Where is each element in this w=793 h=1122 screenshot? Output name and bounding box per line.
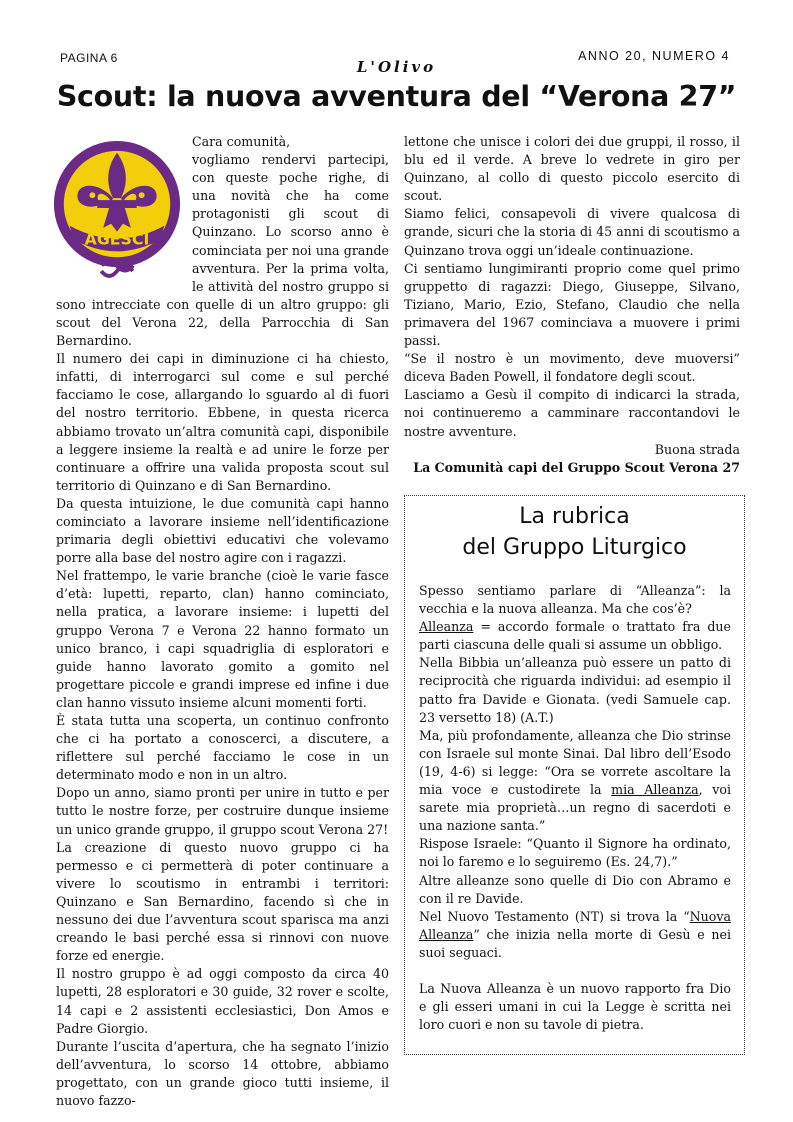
masthead: L'Olivo: [356, 58, 437, 76]
paragraph: Nel frattempo, le varie branche (cioè le varie fasce d’età: lupetti, reparto, clan) hanno cominciato, nella pratica, a lavorare insieme: i lupetti del gruppo Verona 7 e Verona 22 hanno formato un unico branco, i capi squadriglia di esploratori e guide hanno lavorato gomito a gomito nel progettare piccole e grandi imprese ed infine i due clan hanno vissuto insieme alcuni momenti forti.: [56, 568, 389, 710]
paragraph: Lasciamo a Gesù il compito di indicarci la strada, noi continueremo a camminare raccontandovi le nostre avventure.: [404, 387, 740, 439]
paragraph: Durante l’uscita d’apertura, che ha segnato l’inizio dell’avventura, lo scorso 14 ottobre, abbiamo progettato, con un grande gioco tutti insieme, il nuovo fazzo-: [56, 1038, 389, 1108]
paragraph: Siamo felici, consapevoli di vivere qualcosa di grande, sicuri che la storia di 45 anni di scoutismo a Quinzano trova oggi un’ideale continuazione.: [404, 206, 740, 258]
rubrica-title: [405, 501, 744, 563]
issue-label: ANNO 20, NUMERO 4: [578, 49, 730, 63]
logo-text: AGESCI: [84, 229, 150, 249]
article-column-left: [56, 133, 389, 1110]
paragraph: Nella Bibbia un’alleanza può essere un patto di reciprocità che riguarda individui: ad esempio il patto fra Davide e Gionata. (vedi Samuele cap. 23 versetto 18) (A.T.): [419, 655, 731, 725]
paragraph: lettone che unisce i colori dei due gruppi, il rosso, il blu ed il verde. A breve lo vedrete in giro per Quinzano, al collo di questo piccolo esercito di scout.: [404, 134, 740, 204]
paragraph: Ci sentiamo lungimiranti proprio come quel primo gruppetto di ragazzi: Diego, Giuseppe, Silvano, Tiziano, Mario, Ezio, Stefano, Claudio che nella primavera del 1967 cominciava a muovere i primi passi.: [404, 260, 740, 349]
rubrica-box: [404, 495, 745, 1055]
paragraph: Dopo un anno, siamo pronti per unire in tutto e per tutto le nostre forze, per costruire dunque insieme un unico grande gruppo, il gruppo scout Verona 27!: [56, 785, 389, 837]
paragraph: Il numero dei capi in diminuzione ci ha chiesto, infatti, di interrogarci sul come e sul perché facciamo le cose, allargando lo sguardo al di fuori del nostro territorio. Ebbene, in questa ricerca abbiamo trovato un’altra comunità capi, disponibile a leggere insieme la realtà e ad unire le forze per continuare a offrire una valida proposta scout sul territorio di Quinzano e di San Bernardino.: [56, 351, 389, 493]
paragraph: Da questa intuizione, le due comunità capi hanno cominciato a lavorare insieme nell’identificazione primaria degli obiettivi educativi che volevamo porre alla base del nostro agire con i ragazzi.: [56, 495, 389, 566]
paragraph: È stata tutta una scoperta, un continuo confronto che ci ha portato a conoscerci, a discutere, a riflettere sul perché facciamo le cose in un determinato modo e non in un altro.: [56, 713, 389, 783]
paragraph: [419, 727, 731, 836]
article-column-right: [404, 133, 740, 477]
paragraph: La creazione di questo nuovo gruppo ci ha permesso e ci permetterà di poter continuare a vivere lo scoutismo in entrambi i territori: Quinzano e San Bernardino, facendo sì che in nessuno dei due l’avventura scout sparisca ma anzi creando le basi perché essa si rinnovi con nuove forze ed energie.: [56, 839, 389, 964]
paragraph: Cara comunità,: [192, 134, 291, 149]
paragraph: Rispose Israele: “Quanto il Signore ha ordinato, noi lo faremo e lo seguiremo (Es. 24,7).”: [419, 836, 731, 870]
paragraph: “Se il nostro è un movimento, deve muoversi” diceva Baden Powell, il fondatore degli scout.: [404, 351, 740, 385]
rubrica-title-line1: La rubrica: [519, 504, 630, 529]
rubrica-title-line2: del Gruppo Liturgico: [462, 535, 687, 560]
underlined-nuova-alleanza: Nuova Alleanza: [419, 908, 731, 942]
term-alleanza: Alleanza: [419, 619, 474, 635]
closing-greeting: Buona strada: [654, 441, 740, 457]
paragraph: Spesso sentiamo parlare di “Alleanza”: la vecchia e la nuova alleanza. Ma che cos’è?: [419, 583, 731, 617]
definition-text: = accordo formale o trattato fra due parti ciascuna delle quali si assume un obbligo.: [419, 619, 731, 653]
signature: La Comunità capi del Gruppo Scout Verona 27: [413, 459, 740, 475]
agesci-logo-icon: [48, 133, 186, 281]
paragraph: Altre alleanze sono quelle di Dio con Abramo e con il re Davide.: [419, 872, 731, 906]
text-span: Ma, più profondamente, alleanza che Dio strinse con Israele sul monte Sinai. Dal libro dell’Esodo (19, 4-6) si legge: “Ora se vorrete ascoltare la mia voce e custodirete la: [419, 727, 731, 798]
text-span: ” che inizia nella morte di Gesù e nei suoi seguaci.: [419, 926, 731, 960]
page-number-label: PAGINA 6: [60, 51, 118, 65]
text-span: , voi sarete mia proprietà…un regno di sacerdoti e una nazione santa.”: [419, 782, 731, 834]
underlined-mia-alleanza: mia Alleanza: [611, 782, 699, 798]
spacer: [419, 962, 731, 980]
rubrica-body: [419, 582, 731, 1034]
paragraph: Il nostro gruppo è ad oggi composto da circa 40 lupetti, 28 esploratori e 30 guide, 32 rover e scolte, 14 capi e 2 assistenti ecclesiastici, Don Amos e Padre Giorgio.: [56, 966, 389, 1036]
paragraph: La Nuova Alleanza è un nuovo rapporto fra Dio e gli esseri umani in cui la Legge è scritta nei loro cuori e non su tavole di pietra.: [419, 980, 731, 1033]
paragraph: [419, 618, 731, 654]
article-title: Scout: la nuova avventura del “Verona 27”: [56, 80, 737, 113]
paragraph: [419, 908, 731, 962]
text-span: Nel Nuovo Testamento (NT) si trova la “: [419, 908, 690, 924]
paragraph: vogliamo rendervi partecipi, con queste poche righe, di una novità che ha come protagonisti gli scout di Quinzano. Lo scorso anno è cominciata per noi una grande avventura. Per la prima volta, le attività del nostro gruppo si sono intrecciate con quelle di un altro gruppo: gli scout del Verona 22, della Parrocchia di San Bernardino.: [56, 152, 389, 349]
